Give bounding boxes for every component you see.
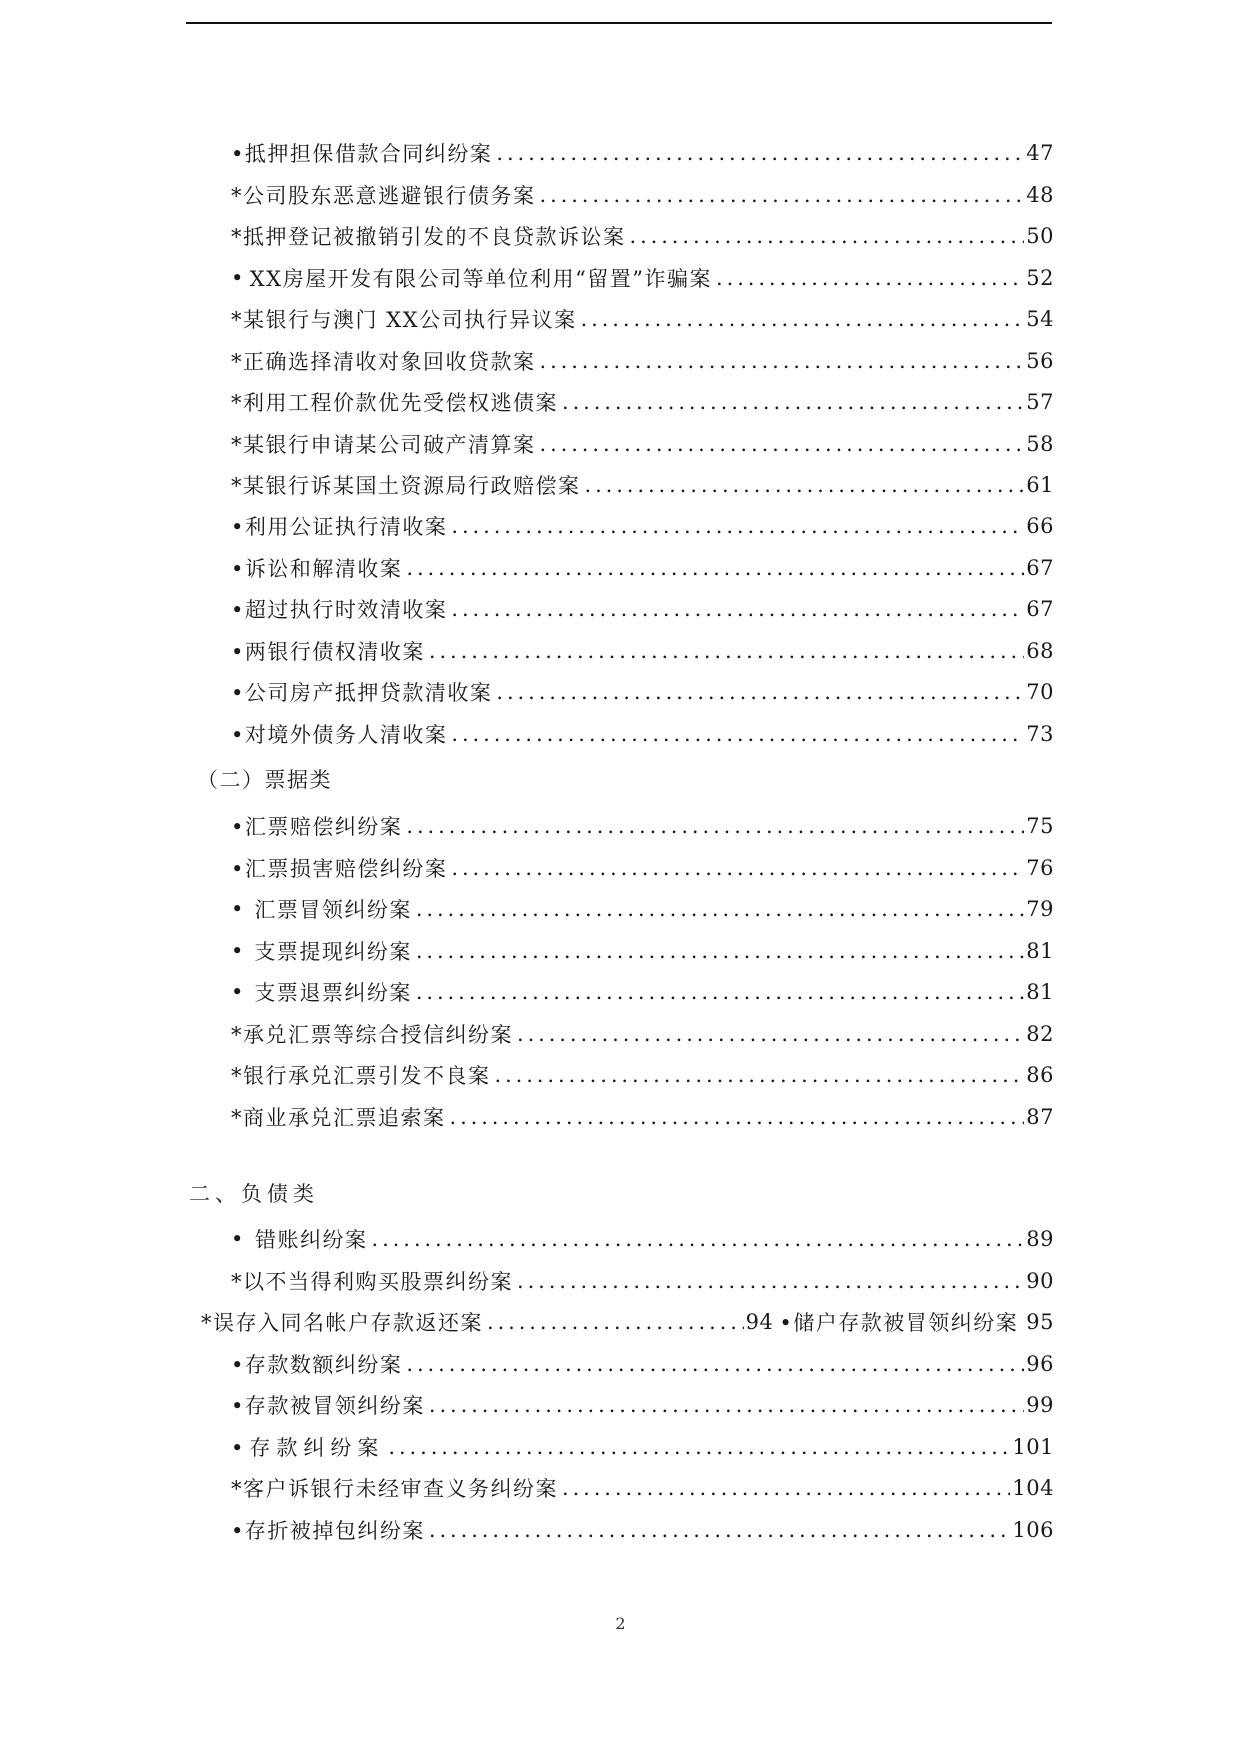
toc-entry-title: *正确选择清收对象回收贷款案: [231, 350, 536, 374]
toc-entry-page: 95: [1026, 1310, 1054, 1334]
toc-entry-title: •诉讼和解清收案: [231, 557, 403, 581]
toc-entry-bullet: •: [231, 939, 245, 963]
dot-leader: [372, 1227, 1025, 1251]
toc-entry[interactable]: [231, 1388, 1054, 1422]
toc-entry[interactable]: [231, 1017, 1054, 1051]
toc-entry-page: 52: [1026, 266, 1054, 290]
toc-entry[interactable]: [231, 1222, 1054, 1256]
dot-leader: [429, 1393, 1024, 1417]
toc-entry-title: •利用公证执行清收案: [231, 515, 448, 539]
toc-entry-page: 67: [1026, 597, 1054, 621]
dot-leader: [429, 1518, 1011, 1542]
toc-entry-title: *银行承兑汇票引发不良案: [231, 1064, 491, 1088]
toc-entry-title: 错账纠纷案: [255, 1228, 368, 1252]
toc-entry[interactable]: [231, 1058, 1054, 1092]
toc-entry-title: *以不当得利购买股票纠纷案: [231, 1270, 513, 1294]
chapter-heading-liabilities: 二、负债类: [189, 1182, 319, 1206]
dot-leader: [517, 1022, 1024, 1046]
toc-entry[interactable]: [231, 675, 1054, 709]
toc-entry[interactable]: [231, 975, 1054, 1009]
toc-entry[interactable]: [231, 892, 1054, 926]
toc-entry-title: *客户诉银行未经审查义务纠纷案: [231, 1477, 558, 1501]
toc-entry[interactable]: [231, 809, 1054, 843]
toc-entry[interactable]: [231, 1264, 1054, 1298]
toc-entry-title: •两银行债权清收案: [231, 640, 425, 664]
dot-leader: [495, 1063, 1025, 1087]
toc-entry-page: 61: [1026, 473, 1054, 497]
toc-entry[interactable]: [231, 178, 1054, 212]
toc-entry[interactable]: [231, 1100, 1054, 1134]
toc-entry-title: •存款数额纠纷案: [231, 1353, 403, 1377]
toc-entry-page: 47: [1026, 141, 1054, 165]
dot-leader: [630, 224, 1025, 248]
toc-entry[interactable]: [231, 592, 1054, 626]
toc-entry-page: 81: [1026, 980, 1054, 1004]
toc-entry-page: 67: [1026, 556, 1054, 580]
toc-entry-page: 106: [1012, 1518, 1054, 1542]
dot-leader: [406, 556, 1024, 580]
toc-entry-title: 支票退票纠纷案: [254, 981, 412, 1005]
dot-leader: [496, 680, 1024, 704]
toc-entry[interactable]: [231, 1471, 1054, 1505]
toc-entry-title: *某银行诉某国土资源局行政赔偿案: [231, 474, 581, 498]
toc-entry-page: 79: [1026, 897, 1054, 921]
toc-entry-title: •超过执行时效清收案: [231, 598, 448, 622]
toc-entry-bullet: •: [231, 897, 245, 921]
toc-entry-bullet: •: [231, 1227, 245, 1251]
dot-leader: [406, 814, 1024, 838]
toc-entry-page: 90: [1026, 1269, 1054, 1293]
toc-entry[interactable]: [231, 302, 1054, 336]
dot-leader: [716, 266, 1024, 290]
toc-entry[interactable]: [231, 344, 1054, 378]
page-number: 2: [615, 1614, 626, 1633]
toc-entry-title: *商业承兑汇票追索案: [231, 1106, 446, 1130]
toc-entry[interactable]: [231, 385, 1054, 419]
toc-entry-title: •存折被掉包纠纷案: [231, 1519, 425, 1543]
toc-entry-title: *某银行与澳门 XX公司执行异议案: [231, 308, 577, 332]
toc-entry-title: *抵押登记被撤销引发的不良贷款诉讼案: [231, 225, 626, 249]
dot-leader: [517, 1269, 1024, 1293]
toc-entry[interactable]: [231, 1513, 1054, 1547]
toc-entry-title: *公司股东恶意逃避银行债务案: [231, 184, 536, 208]
toc-entry[interactable]: [231, 1430, 1054, 1464]
toc-entry[interactable]: [231, 509, 1054, 543]
dot-leader: [450, 1105, 1025, 1129]
dot-leader: [585, 473, 1025, 497]
toc-entry-title: •汇票赔偿纠纷案: [231, 815, 403, 839]
toc-entry-title: 汇票冒领纠纷案: [254, 898, 412, 922]
toc-entry-page: 82: [1026, 1022, 1054, 1046]
toc-entry-title: •存款纠纷案: [231, 1436, 385, 1460]
dot-leader: [496, 141, 1024, 165]
dot-leader: [451, 722, 1024, 746]
dot-leader: [429, 639, 1024, 663]
header-rule: [186, 22, 1052, 24]
toc-entry-page: 89: [1026, 1227, 1054, 1251]
dot-leader: [581, 307, 1025, 331]
toc-entry-title: •存款被冒领纠纷案: [231, 1394, 425, 1418]
toc-entry-page: 75: [1026, 814, 1054, 838]
toc-entry-combined[interactable]: [201, 1305, 1054, 1339]
toc-entry-page: 81: [1026, 939, 1054, 963]
toc-entry-title: •对境外债务人清收案: [231, 723, 448, 747]
dot-leader: [406, 1352, 1024, 1376]
dot-leader: [451, 856, 1024, 880]
toc-entry-title: *承兑汇票等综合授信纠纷案: [231, 1023, 513, 1047]
dot-leader: [388, 1435, 1010, 1459]
toc-entry-title: *某银行申请某公司破产清算案: [231, 433, 536, 457]
toc-entry-page: 86: [1026, 1063, 1054, 1087]
dot-leader: [416, 939, 1024, 963]
toc-entry-title: •抵押担保借款合同纠纷案: [231, 142, 493, 166]
section-heading-bills: （二）票据类: [197, 768, 332, 792]
toc-entry-title: 支票提现纠纷案: [254, 940, 412, 964]
dot-leader: [451, 597, 1024, 621]
toc-entry[interactable]: [231, 717, 1054, 751]
dot-leader: [562, 1476, 1010, 1500]
toc-entry-page: 94: [745, 1310, 774, 1334]
dot-leader: [416, 980, 1024, 1004]
toc-entry[interactable]: [231, 427, 1054, 461]
toc-entry-page: 56: [1026, 349, 1054, 373]
toc-entry[interactable]: [231, 136, 1054, 170]
toc-entry-page: 96: [1026, 1352, 1054, 1376]
toc-entry[interactable]: [231, 468, 1054, 502]
toc-entry-title: XX房屋开发有限公司等单位利用“留置”诈骗案: [249, 267, 713, 291]
toc-entry-page: 101: [1012, 1435, 1054, 1459]
dot-leader: [540, 432, 1025, 456]
dot-leader: [562, 390, 1024, 414]
toc-entry-title: *利用工程价款优先受偿权逃债案: [231, 391, 558, 415]
toc-entry-page: 58: [1026, 432, 1054, 456]
toc-entry[interactable]: [231, 261, 1054, 295]
toc-entry-page: 54: [1026, 307, 1054, 331]
toc-entry-page: 57: [1026, 390, 1054, 414]
toc-entry-title: *误存入同名帐户存款返还案: [201, 1311, 483, 1335]
toc-entry-page: 73: [1026, 722, 1054, 746]
dot-leader: [416, 897, 1024, 921]
toc-entry-page: 68: [1026, 639, 1054, 663]
toc-entry-page: 99: [1026, 1393, 1054, 1417]
toc-entry-bullet: •: [231, 980, 245, 1004]
toc-entry[interactable]: [231, 551, 1054, 585]
toc-entry-page: 76: [1026, 856, 1054, 880]
toc-entry-bullet: •: [231, 266, 245, 290]
toc-entry-page: 87: [1026, 1105, 1054, 1129]
dot-leader: [540, 183, 1025, 207]
dot-leader: [487, 1310, 744, 1334]
toc-entry[interactable]: [231, 219, 1054, 253]
toc-entry-title: •汇票损害赔偿纠纷案: [231, 857, 448, 881]
dot-leader: [540, 349, 1025, 373]
toc-entry-page: 70: [1026, 680, 1054, 704]
toc-entry[interactable]: [231, 851, 1054, 885]
toc-entry[interactable]: [231, 1347, 1054, 1381]
dot-leader: [451, 514, 1024, 538]
toc-entry-page: 50: [1026, 224, 1054, 248]
toc-entry[interactable]: [231, 634, 1054, 668]
toc-entry-title: •储户存款被冒领纠纷案: [779, 1311, 1019, 1335]
toc-entry-page: 48: [1026, 183, 1054, 207]
toc-entry-title: •公司房产抵押贷款清收案: [231, 681, 493, 705]
toc-entry-page: 104: [1012, 1476, 1054, 1500]
toc-entry-page: 66: [1026, 514, 1054, 538]
toc-entry[interactable]: [231, 934, 1054, 968]
